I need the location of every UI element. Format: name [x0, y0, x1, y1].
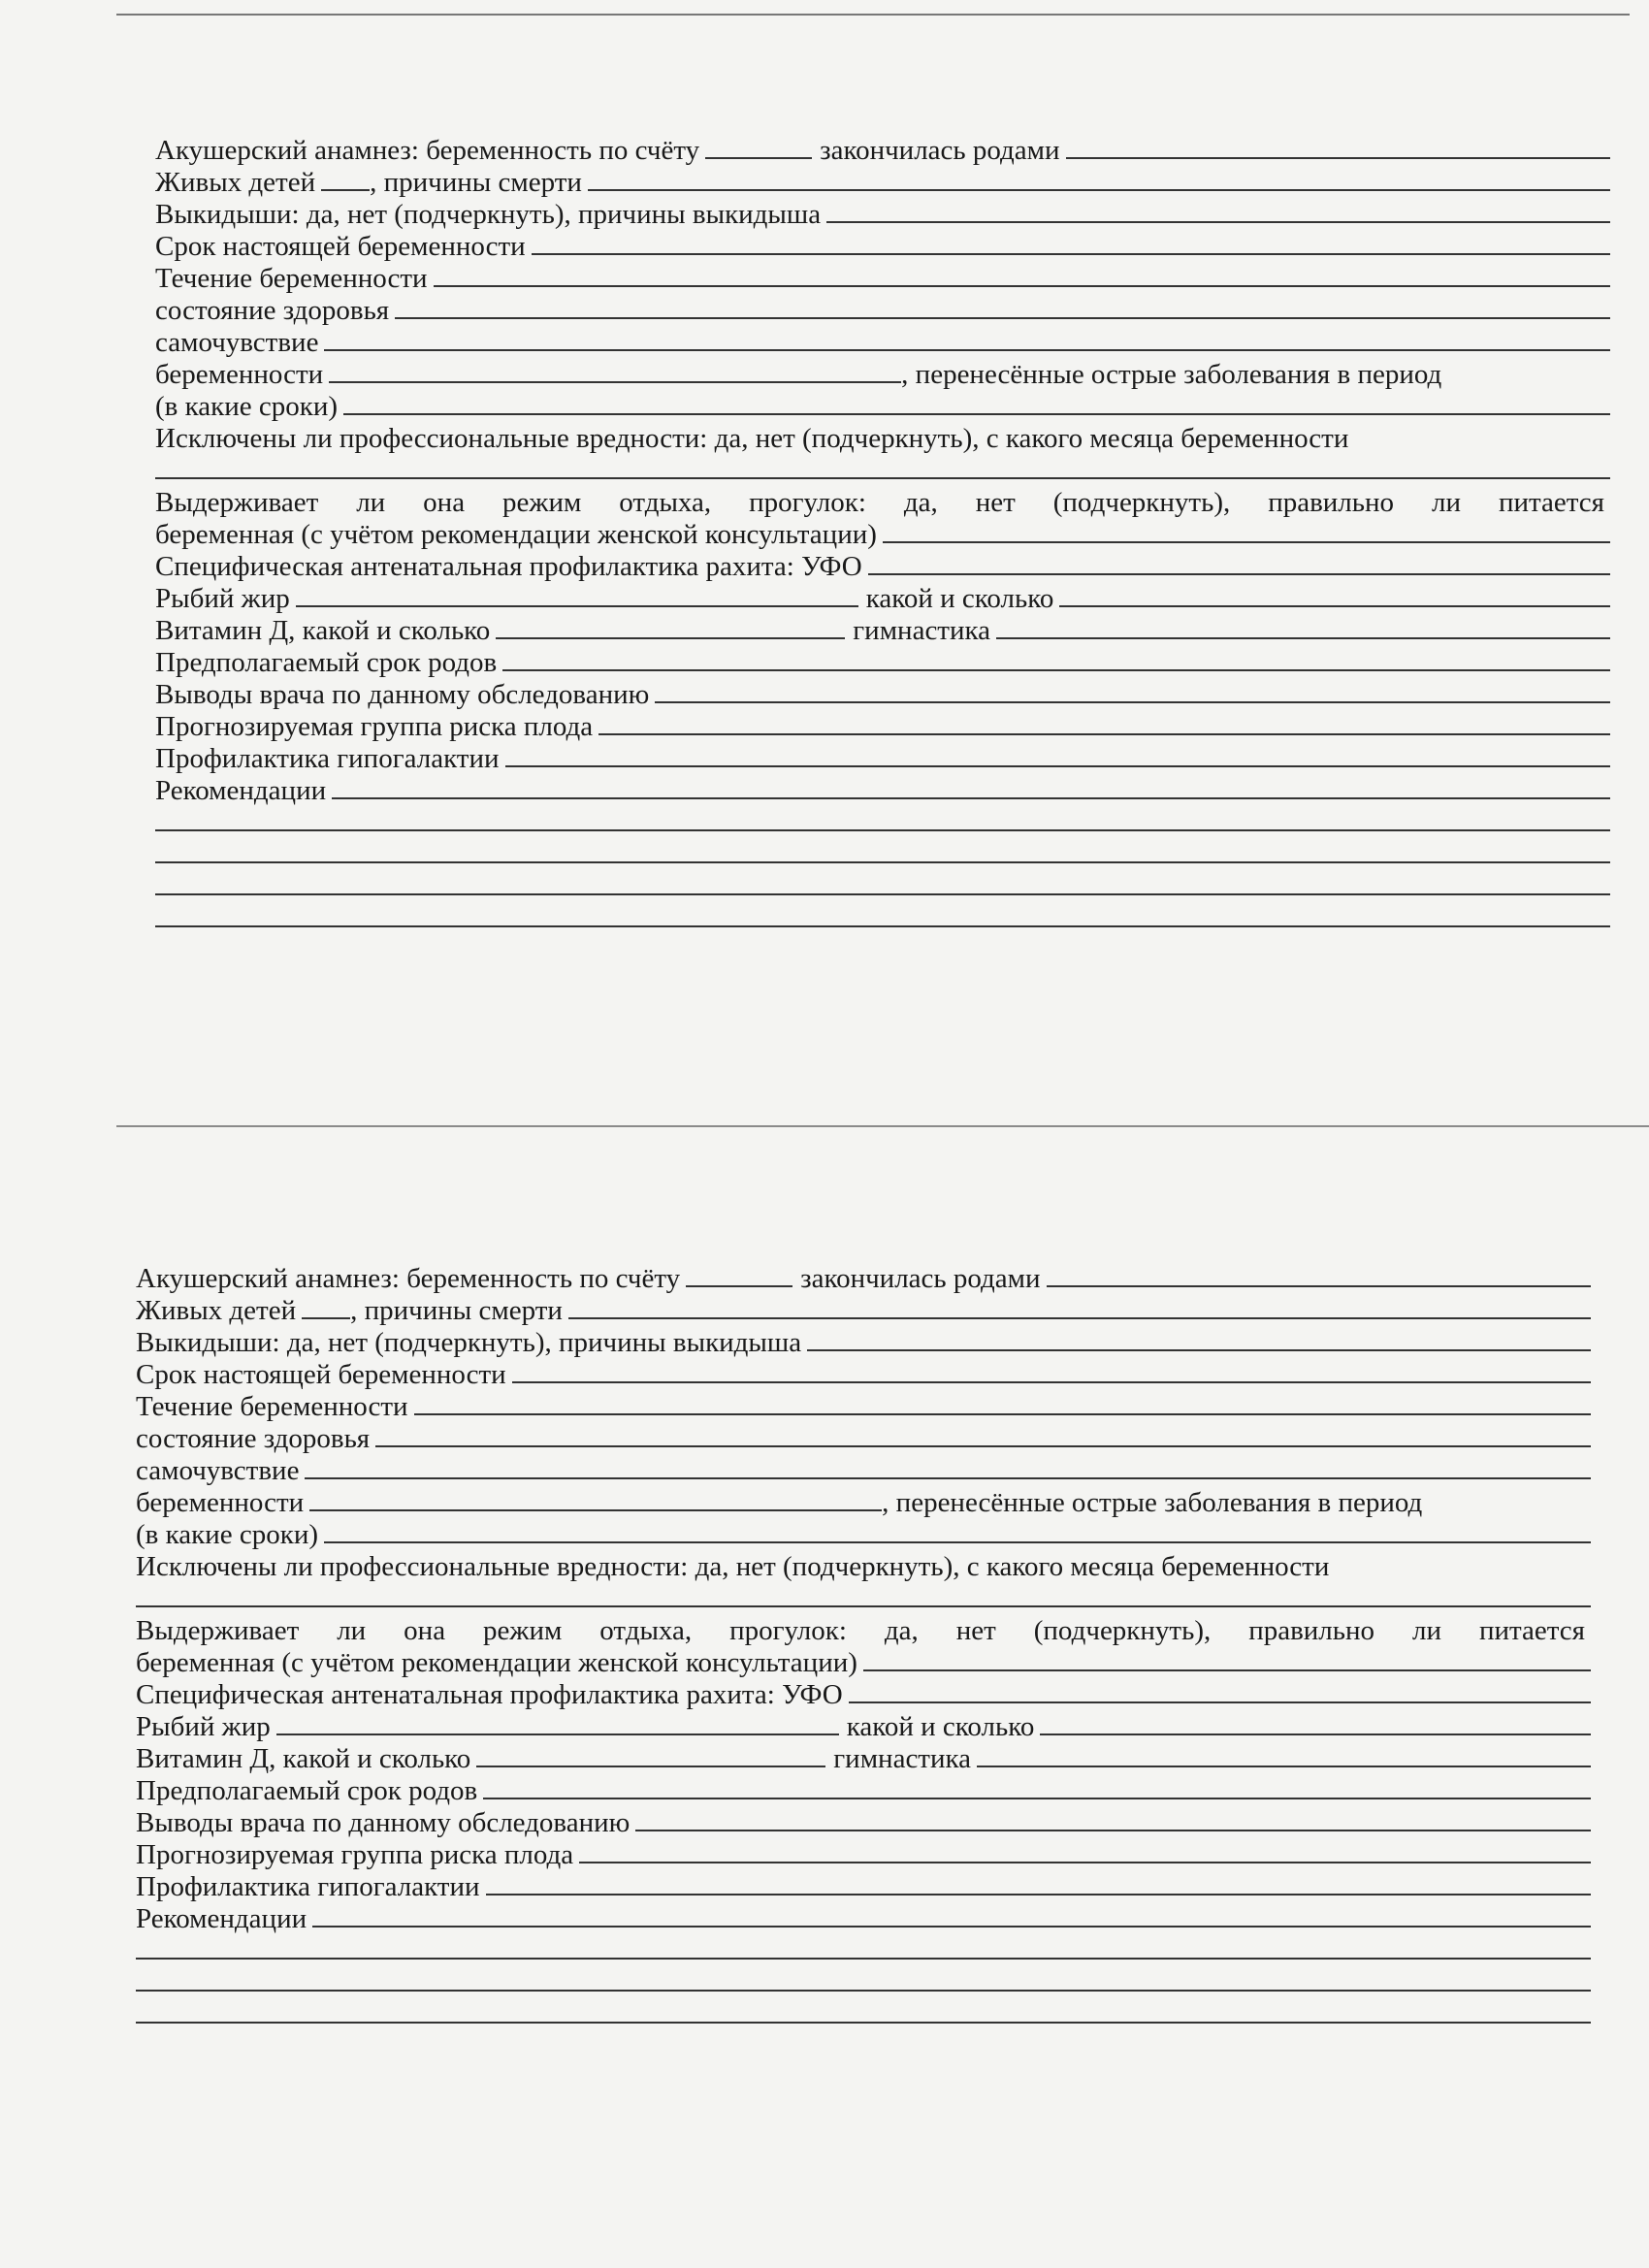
uv-prophylaxis-label: Специфическая антенатальная профилактика рахита: УФО	[136, 1679, 843, 1710]
vitamin-d-field[interactable]	[496, 637, 845, 639]
recommendations-line-2	[136, 1968, 1591, 1998]
nutrition-row	[136, 1648, 1591, 1678]
death-causes-field[interactable]	[588, 189, 1610, 191]
fish-oil-label: Рыбий жир	[136, 1711, 271, 1742]
living-children-label: Живых детей	[155, 167, 316, 198]
pregnancy-field[interactable]	[329, 381, 901, 383]
disease-terms-label: (в какие сроки)	[136, 1519, 318, 1550]
gymnastics-label: гимнастика	[853, 615, 991, 646]
pregnancy-count-row	[155, 136, 1610, 166]
occupational-hazards-blank-row	[155, 456, 1610, 486]
pregnancy-field[interactable]	[309, 1509, 882, 1511]
recommendations-line-3	[136, 2000, 1591, 2030]
living-children-row	[136, 1296, 1591, 1326]
due-date-field[interactable]	[483, 1798, 1591, 1799]
hypogalactia-row	[155, 744, 1610, 774]
recommendations-label: Рекомендации	[155, 775, 327, 806]
wellbeing-row	[136, 1456, 1591, 1486]
uv-prophylaxis-row	[155, 552, 1610, 582]
gymnastics-label: гимнастика	[833, 1743, 972, 1774]
vitamin-d-label: Витамин Д, какой и сколько	[155, 615, 491, 646]
conclusions-field[interactable]	[635, 1830, 1591, 1831]
vitamin-d-field[interactable]	[476, 1766, 825, 1767]
miscarriage-label: Выкидыши: да, нет (подчеркнуть), причины выкидыша	[155, 199, 822, 230]
wellbeing-field[interactable]	[305, 1477, 1591, 1479]
occupational-hazards-blank-row	[136, 1584, 1591, 1614]
risk-group-row	[155, 712, 1610, 742]
living-children-row	[155, 168, 1610, 198]
fish-oil-dose-label: какой и сколько	[865, 583, 1054, 614]
occupational-hazards-row	[155, 424, 1610, 454]
risk-group-row	[136, 1840, 1591, 1870]
living-children-label: Живых детей	[136, 1295, 297, 1326]
fish-oil-dose-label: какой и сколько	[846, 1711, 1035, 1742]
recommendations-line-3	[155, 872, 1610, 902]
vitamin-d-label: Витамин Д, какой и сколько	[136, 1743, 471, 1774]
recommendations-field-1[interactable]	[155, 829, 1610, 831]
pregnancy-label: беременности	[136, 1487, 305, 1518]
hypogalactia-label: Профилактика гипогалактии	[155, 743, 500, 774]
death-causes-label: , причины смерти	[350, 1295, 563, 1326]
vitamin-d-row	[136, 1744, 1591, 1774]
due-date-label: Предполагаемый срок родов	[136, 1775, 478, 1806]
recommendations-line-1	[155, 808, 1610, 838]
health-state-label: состояние здоровья	[136, 1423, 371, 1454]
occupational-hazards-field[interactable]	[136, 1605, 1591, 1607]
hypogalactia-label: Профилактика гипогалактии	[136, 1871, 480, 1902]
births-field[interactable]	[1066, 157, 1610, 159]
fish-oil-field[interactable]	[276, 1733, 839, 1735]
living-children-field[interactable]	[321, 189, 370, 191]
births-field[interactable]	[1047, 1285, 1591, 1287]
occupational-hazards-label: Исключены ли профессиональные вредности: да, нет (подчеркнуть), с какого месяца беременности	[155, 423, 1349, 454]
living-children-field[interactable]	[302, 1317, 350, 1319]
recommendations-field-3[interactable]	[155, 893, 1610, 895]
miscarriage-field[interactable]	[826, 221, 1610, 223]
uv-prophylaxis-row	[136, 1680, 1591, 1710]
death-causes-field[interactable]	[568, 1317, 1591, 1319]
death-causes-label: , причины смерти	[370, 167, 582, 198]
fish-oil-dose-field[interactable]	[1059, 605, 1610, 607]
recommendations-field-2[interactable]	[136, 1990, 1591, 1992]
risk-group-field[interactable]	[598, 733, 1610, 735]
current-term-field[interactable]	[512, 1381, 1591, 1383]
obstetric-form-top	[155, 136, 1610, 936]
recommendations-field[interactable]	[312, 1926, 1591, 1928]
disease-terms-row	[155, 392, 1610, 422]
regimen-row	[136, 1616, 1591, 1646]
recommendations-field-1[interactable]	[136, 1958, 1591, 1960]
recommendations-field[interactable]	[332, 797, 1610, 799]
hypogalactia-row	[136, 1872, 1591, 1902]
recommendations-line-2	[155, 840, 1610, 870]
recommendations-row	[155, 776, 1610, 806]
disease-terms-label: (в какие сроки)	[155, 391, 338, 422]
regimen-row	[155, 488, 1610, 518]
health-state-row	[136, 1424, 1591, 1454]
disease-terms-field[interactable]	[324, 1541, 1591, 1543]
pregnancy-course-row	[136, 1392, 1591, 1422]
recommendations-field-3[interactable]	[136, 2022, 1591, 2024]
current-term-label: Срок настоящей беременности	[155, 231, 526, 262]
conclusions-label: Выводы врача по данному обследованию	[136, 1807, 630, 1838]
nutrition-field[interactable]	[883, 541, 1610, 543]
conclusions-field[interactable]	[655, 701, 1610, 703]
scan-top-edge	[116, 0, 1630, 16]
vitamin-d-row	[155, 616, 1610, 646]
recommendations-line-1	[136, 1936, 1591, 1966]
pregnancy-count-label: Акушерский анамнез: беременность по счёту	[136, 1263, 681, 1294]
health-state-field[interactable]	[375, 1445, 1591, 1447]
hypogalactia-field[interactable]	[486, 1894, 1592, 1895]
gymnastics-field[interactable]	[996, 637, 1610, 639]
regimen-label: Выдерживает ли она режим отдыха, прогулок: да, нет (подчеркнуть), правильно ли питается	[155, 487, 1604, 518]
fish-oil-row	[136, 1712, 1591, 1742]
nutrition-field[interactable]	[863, 1669, 1591, 1671]
births-label: закончилась родами	[820, 135, 1060, 166]
miscarriage-label: Выкидыши: да, нет (подчеркнуть), причины выкидыша	[136, 1327, 802, 1358]
wellbeing-label: самочувствие	[136, 1455, 300, 1486]
disease-terms-field[interactable]	[343, 413, 1610, 415]
risk-group-label: Прогнозируемая группа риска плода	[155, 711, 594, 742]
recommendations-field-2[interactable]	[155, 861, 1610, 863]
miscarriage-field[interactable]	[807, 1349, 1591, 1351]
fish-oil-field[interactable]	[296, 605, 858, 607]
pregnancy-diseases-row	[155, 360, 1610, 390]
health-state-row	[155, 296, 1610, 326]
conclusions-label: Выводы врача по данному обследованию	[155, 679, 650, 710]
nutrition-label: беременная (с учётом рекомендации женской консультации)	[155, 519, 877, 550]
risk-group-label: Прогнозируемая группа риска плода	[136, 1839, 574, 1870]
disease-terms-row	[136, 1520, 1591, 1550]
sheet-divider	[116, 1125, 1649, 1127]
recommendations-field-4[interactable]	[155, 925, 1610, 927]
gymnastics-field[interactable]	[977, 1766, 1591, 1767]
health-state-field[interactable]	[395, 317, 1610, 319]
pregnancy-course-field[interactable]	[414, 1413, 1591, 1415]
wellbeing-row	[155, 328, 1610, 358]
fish-oil-dose-field[interactable]	[1040, 1733, 1591, 1735]
due-date-row	[136, 1776, 1591, 1806]
wellbeing-label: самочувствие	[155, 327, 319, 358]
current-term-row	[136, 1360, 1591, 1390]
acute-diseases-label: , перенесённые острые заболевания в период	[901, 359, 1442, 390]
health-state-label: состояние здоровья	[155, 295, 390, 326]
due-date-field[interactable]	[502, 669, 1610, 671]
current-term-field[interactable]	[532, 253, 1610, 255]
uv-prophylaxis-field[interactable]	[868, 573, 1610, 575]
wellbeing-field[interactable]	[324, 349, 1610, 351]
pregnancy-course-field[interactable]	[434, 285, 1610, 287]
due-date-row	[155, 648, 1610, 678]
regimen-label: Выдерживает ли она режим отдыха, прогулок: да, нет (подчеркнуть), правильно ли питается	[136, 1615, 1585, 1646]
recommendations-line-4	[155, 904, 1610, 934]
obstetric-form-bottom	[136, 1264, 1591, 2032]
hypogalactia-field[interactable]	[505, 765, 1611, 767]
uv-prophylaxis-label: Специфическая антенатальная профилактика рахита: УФО	[155, 551, 862, 582]
due-date-label: Предполагаемый срок родов	[155, 647, 498, 678]
pregnancy-course-label: Течение беременности	[136, 1391, 408, 1422]
recommendations-label: Рекомендации	[136, 1903, 307, 1934]
current-term-row	[155, 232, 1610, 262]
pregnancy-label: беременности	[155, 359, 324, 390]
occupational-hazards-field[interactable]	[155, 477, 1610, 479]
nutrition-row	[155, 520, 1610, 550]
fish-oil-row	[155, 584, 1610, 614]
recommendations-row	[136, 1904, 1591, 1934]
nutrition-label: беременная (с учётом рекомендации женской консультации)	[136, 1647, 857, 1678]
pregnancy-diseases-row	[136, 1488, 1591, 1518]
miscarriage-row	[155, 200, 1610, 230]
occupational-hazards-row	[136, 1552, 1591, 1582]
miscarriage-row	[136, 1328, 1591, 1358]
pregnancy-count-row	[136, 1264, 1591, 1294]
pregnancy-count-label: Акушерский анамнез: беременность по счёту	[155, 135, 700, 166]
fish-oil-label: Рыбий жир	[155, 583, 290, 614]
pregnancy-count-field[interactable]	[705, 157, 812, 159]
current-term-label: Срок настоящей беременности	[136, 1359, 506, 1390]
conclusions-row	[136, 1808, 1591, 1838]
conclusions-row	[155, 680, 1610, 710]
pregnancy-course-row	[155, 264, 1610, 294]
uv-prophylaxis-field[interactable]	[849, 1701, 1591, 1703]
occupational-hazards-label: Исключены ли профессиональные вредности: да, нет (подчеркнуть), с какого месяца беременности	[136, 1551, 1330, 1582]
births-label: закончилась родами	[800, 1263, 1041, 1294]
risk-group-field[interactable]	[579, 1862, 1591, 1863]
pregnancy-course-label: Течение беременности	[155, 263, 428, 294]
acute-diseases-label: , перенесённые острые заболевания в период	[882, 1487, 1423, 1518]
pregnancy-count-field[interactable]	[686, 1285, 792, 1287]
